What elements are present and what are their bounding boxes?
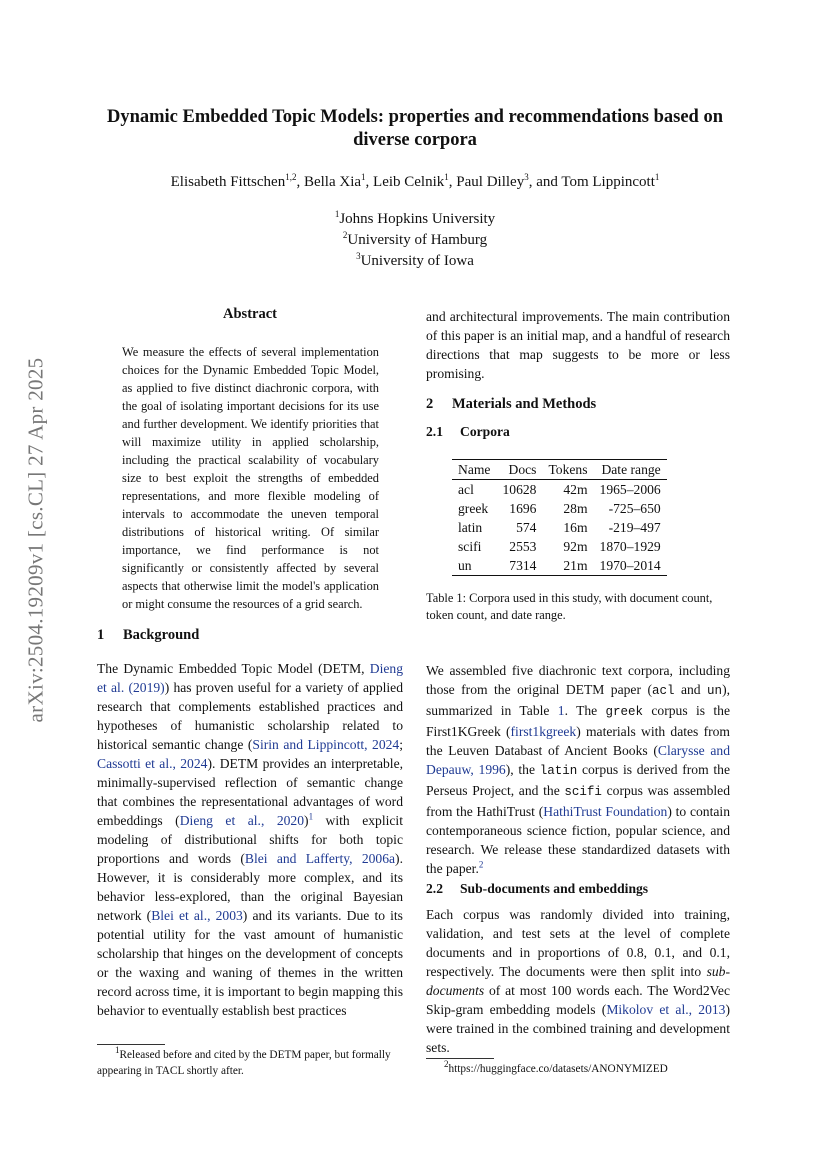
affiliation-list xyxy=(90,209,740,272)
subsection-heading-corpora: 2.1 Corpora xyxy=(426,424,510,439)
abstract-heading: Abstract xyxy=(223,306,277,322)
citation-link[interactable]: Mikolov et al., 2013 xyxy=(606,1002,726,1017)
table-header: Date range xyxy=(601,462,661,477)
section-heading-materials: 2 Materials and Methods xyxy=(426,396,597,412)
affiliation: $^2$University of Hamburg xyxy=(342,230,488,248)
abstract-text: We measure the effects of several implementation choices for the Dynamic Embedded Topic Model, as applied to five distinct diachronic corpora, with the goal of isolating important decisions for its use and further development. We identify priorities that will maximize utility in applied scholarship, including the practical scalability of vocabulary size to best exploit the strengths of embedded representations, and more flexible modeling of intervals to accommodate the uneven temporal distributions of historical writing. Of similar importance, we find performance is not significantly or consistently affected by several aspects that otherwise limit the model's application or might consume the resources of a grid search. xyxy=(122,345,379,611)
external-link[interactable]: first1kgreek xyxy=(510,724,577,739)
subdocs-paragraph: Each corpus was randomly divided into training, validation, and test sets at the level of complete documents and in proportions of 0.8, 0.1, and 0.1, respectively. The documents were then split into sub-documents of at most 100 words each. The Word2Vec Skip-gram embedding models (Mikolov et al., 2013) were trained in the combined training and development sets. xyxy=(426,907,730,1055)
table-header-row xyxy=(452,460,667,480)
corpora-table xyxy=(452,459,667,576)
citation-link[interactable]: Blei et al., 2003 xyxy=(151,908,243,923)
author: Elisabeth Fittschen$^{1,2}$, xyxy=(170,172,304,190)
footnote-rule xyxy=(97,1044,165,1045)
affiliation: $^1$Johns Hopkins University xyxy=(334,209,496,227)
citation-link[interactable]: Blei and Lafferty, 2006a xyxy=(244,851,396,866)
footnote-1: $^1$Released before and cited by the DETM paper, but formally appearing in TACL shortly after. xyxy=(97,1045,391,1077)
paper-title: Dynamic Embedded Topic Models: properties and recommendations based on diverse corpora xyxy=(106,107,724,150)
table-header: Name xyxy=(458,462,491,477)
footnote-ref[interactable]: 2 xyxy=(478,859,484,870)
citation-link[interactable]: Sirin and Lippincott, 2024 xyxy=(252,737,400,752)
footnote-ref[interactable]: 1 xyxy=(308,811,314,822)
author: Bella Xia$^1$, xyxy=(303,172,374,190)
citation-link[interactable]: Cassotti et al., 2024 xyxy=(97,756,208,771)
table-header: Docs xyxy=(508,462,537,477)
background-paragraph: The Dynamic Embedded Topic Model (DETM, Dieng et al. (2019)) has proven useful for a variety of applied research that complements established practices and hypotheses of humanistic scholarship related to historical semantic change (Sirin and Lippincott, 2024; Cassotti et al., 2024). DETM provides an interpretable, minimally-supervised reflection of semantic change that combines the representational advantages of word embeddings (Dieng et al., 2020)$^1$ with explicit modeling of distributional shifts for both topic proportions and words (Blei and Lafferty, 2006a). However, it is considerably more complex, and its behavior less-explored, than the original Bayesian network (Blei et al., 2003) and its variants. Due to its potential utility for the vast amount of humanistic scholarship that hinges on the development of concepts or the waxing and waning of themes in the written record across time, it is important to begin mapping this behavior to eventually establish best practices xyxy=(97,661,404,1018)
intro-continuation: and architectural improvements. The main contribution of this paper is an initial map, and a handful of research directions that map suggests to be more or less promising. xyxy=(426,309,730,381)
corpora-paragraph: We assembled five diachronic text corpora, including those from the original DETM paper (acl and un), summarized in Table 1. The greek corpus is the First1KGreek (first1kgreek) materials with dates from the Leuven Databast of Ancient Books (Clarysse and Depauw, 1996), the latin corpus is derived from the Perseus Project, and the scifi corpus was assembled from the HathiTrust (HathiTrust Foundation) to contain contemporaneous science fiction, popular science, and research. We release these standardized datasets with the paper.$^2$ xyxy=(426,663,731,876)
table-row: un 7314 21m 1970–2014 xyxy=(452,556,667,576)
citation-link[interactable]: Dieng et al. (2019) xyxy=(97,661,403,695)
citation-link[interactable]: Clarysse and Depauw, 1996 xyxy=(426,743,730,777)
table-row: scifi 2553 92m 1870–1929 xyxy=(458,539,661,554)
table-row: acl 10628 42m 1965–2006 xyxy=(458,482,661,497)
author: Leib Celnik$^1$, xyxy=(373,172,457,190)
table-row: latin 574 16m -219–497 xyxy=(458,520,661,535)
author: Tom Lippincott$^1$ xyxy=(561,172,660,190)
arxiv-id: arXiv:2504.19209v1 [cs.CL] 27 Apr 2025 xyxy=(23,357,48,723)
footnote-2: $^2$https://huggingface.co/datasets/ANONYMIZED xyxy=(444,1059,668,1075)
subsection-heading-subdocs: 2.2 Sub-documents and embeddings xyxy=(426,881,649,896)
table-header: Tokens xyxy=(548,462,588,477)
external-link[interactable]: HathiTrust Foundation xyxy=(543,804,668,819)
author-list xyxy=(90,174,740,191)
footnote-rule xyxy=(426,1058,494,1059)
section-heading-background: 1 Background xyxy=(97,627,200,643)
affiliation: $^3$University of Iowa xyxy=(356,251,474,269)
citation-link[interactable]: Dieng et al., 2020 xyxy=(179,813,305,828)
table-ref-link[interactable]: 1 xyxy=(557,703,565,718)
table-row: greek 1696 28m -725–650 xyxy=(458,501,661,516)
arxiv-stamp xyxy=(14,357,58,723)
author: Paul Dilley$^3$, and xyxy=(456,172,562,190)
table-caption: Table 1: Corpora used in this study, with document count, token count, and date range. xyxy=(426,591,713,622)
